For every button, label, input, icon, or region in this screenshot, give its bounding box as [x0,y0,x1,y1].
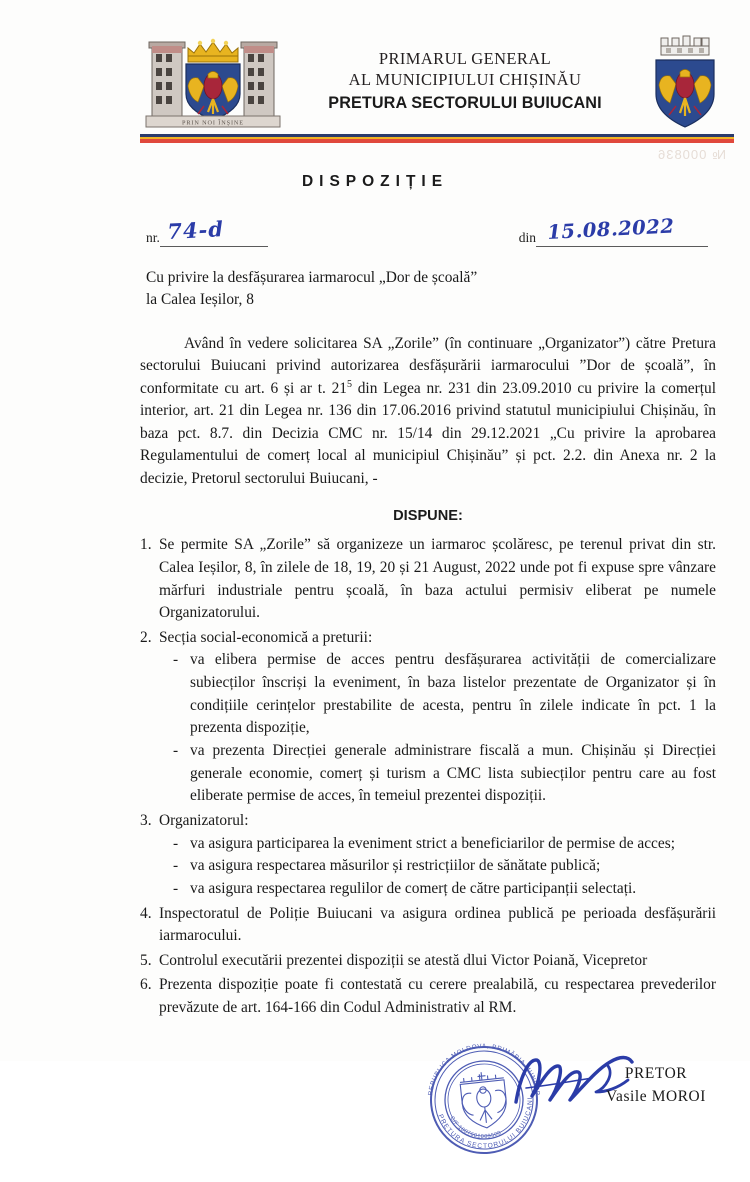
tricolor-red-band [140,139,734,143]
number-label: nr. [146,230,160,245]
subitem-text: va prezenta Direcției generale administrare fiscală a mun. Chișinău și Direcției generale economie, comerț și turism a CMC lista subiecților pentru care au fost eliberate permise de acces, în temeiul prezentei dispoziții. [190,742,716,805]
provision-text: Controlul executării prezentei dispoziții se atestă dlui Victor Poiană, Vicepretor [159,951,648,969]
dispune-heading: DISPUNE: [393,508,463,525]
subitem-text: va asigura respectarea regulilor de comerț de către participanții selectați. [190,879,637,897]
form-serial-watermark: № 000836 [657,147,726,162]
crest-motto-text: PRIN NOI ÎNȘINE [182,119,244,127]
provision-subitem [173,878,716,901]
date-field[interactable] [536,214,708,247]
provision-subitem [173,833,716,856]
document-number-group [146,216,268,247]
chisinau-coat-of-arms-icon [140,28,288,136]
provision-subitem [173,855,716,878]
preamble-superscript: 5 [346,378,352,390]
subitem-dash: - [173,857,179,875]
moldova-coat-of-arms-icon [646,28,724,134]
subitem-dash: - [173,879,179,897]
provision-item [140,810,716,901]
preamble-paragraph [140,333,716,491]
provision-body [159,974,716,1019]
date-handwritten-value: 15.08.2022 [546,214,675,244]
provisions-list [140,534,716,1019]
letterhead [0,0,750,127]
provision-item [140,974,716,1019]
date-label: din [518,230,536,245]
provision-number: 5. [140,951,152,969]
provision-number: 1. [140,536,152,554]
provision-text: Se permite SA „Zorile” să organizeze un iarmaroc școlăresc, pe terenul privat din str. Calea Ieșilor, 8, în zilele de 18, 19, 20 și 21 August, 2022 unde pot fi expuse spre vânzare mărfuri industriale pentru școală, în baza actului permisiv eliberat pe numele Organizatorului. [159,536,716,622]
provision-subitems [173,833,716,901]
provision-text: Secția social-economică a preturii: [159,628,373,646]
document-date-group [518,214,708,247]
provision-number: 2. [140,628,152,646]
provision-body [159,903,716,948]
provision-text: Inspectoratul de Poliție Buiucani va asigura ordinea publică pe perioada desfășurării iarmarocului. [159,904,716,945]
letterhead-titles [288,26,646,114]
subitem-text: va asigura participarea la eveniment strict a beneficiarilor de permise de acces; [190,834,675,852]
provision-item [140,903,716,948]
provision-body [159,627,716,808]
subject-block [146,267,716,311]
provision-subitems [173,649,716,807]
subitem-text: va asigura respectarea măsurilor și restricțiilor de sănătate publică; [190,857,601,875]
signature-block [0,1032,750,1182]
provision-body [159,810,716,901]
provision-subitem [173,740,716,808]
provision-item [140,534,716,625]
provision-text: Organizatorul: [159,811,249,829]
preamble-part-2: din Legea nr. 231 din 23.09.2010 cu privire la comerțul interior, art. 21 din Legea nr. 136 din 17.06.2016 privind statutul municipiului Chișinău, în baza pct. 8.7. din Decizia CMC nr. 15/14 din 29.12.2021 „Cu privire la aprobarea Regulamentului de comerț local al municipiul Chișinău” și pct. 2.2. din Anexa nr. 2 la decizie, Pretorul sectorului Buiucani, - [140,379,717,487]
letterhead-line-2: AL MUNICIPIULUI CHIȘINĂU [348,70,582,90]
provision-body [159,534,716,625]
provision-body [159,950,716,973]
preamble-part-1: Având în vedere solicitarea SA „Zorile” (în continuare „Organizator”) către Pretura sectorului Buiucani privind autorizarea desfășurării iarmarocului ”Dor de școală”, în conformitate cu art. 6 și ar t. 21 [140,334,716,397]
subitem-dash: - [173,834,179,852]
provision-subitem [173,649,716,740]
subitem-dash: - [173,742,179,760]
provision-item [140,627,716,808]
number-handwritten-value: 74-d [166,216,225,244]
number-date-row [146,213,716,247]
subitem-text: va elibera permise de acces pentru desfășurarea activității de comercializare subiecților înscriși la eveniment, în baza listelor prezentate de Organizator și în condițiile cerințelor prestabilite de acesta, pentru în zilele indicate în pct. 1 la prezenta dispoziție, [190,651,716,737]
provision-number: 3. [140,811,152,829]
signatory-info [606,1062,706,1108]
subject-line-1: Cu privire la desfășurarea iarmarocul „Dor de școală” [146,269,478,286]
provision-number: 6. [140,976,152,994]
letterhead-line-3: PRETURA SECTORULUI BUIUCANI [328,93,602,112]
provision-text: Prezenta dispoziție poate fi contestată cu cerere prealabilă, cu respectarea prevederilor prevăzute de art. 164-166 din Codul Administrativ al RM. [159,976,716,1017]
number-field[interactable] [160,216,268,247]
signatory-name: Vasile MOROI [606,1087,706,1105]
tricolor-divider [140,134,734,162]
stamp-outer-bottom-text: PRETURA SECTORULUI BUIUCANI [436,1095,535,1150]
subject-line-2: la Calea Ieșilor, 8 [146,290,254,308]
signatory-role: PRETOR [624,1064,688,1082]
stamp-fiscal-code-text: C/F 1007601009509 [448,1115,503,1140]
provision-item [140,950,716,973]
provision-number: 4. [140,904,152,922]
subitem-dash: - [173,651,179,669]
document-title: DISPOZIȚIE [301,173,449,190]
stamp-outer-top-text: REPUBLICA MOLDOVA, PRIMĂRIA MUNICIPIULUI [427,1042,541,1096]
letterhead-line-1: PRIMARUL GENERAL [378,49,552,68]
